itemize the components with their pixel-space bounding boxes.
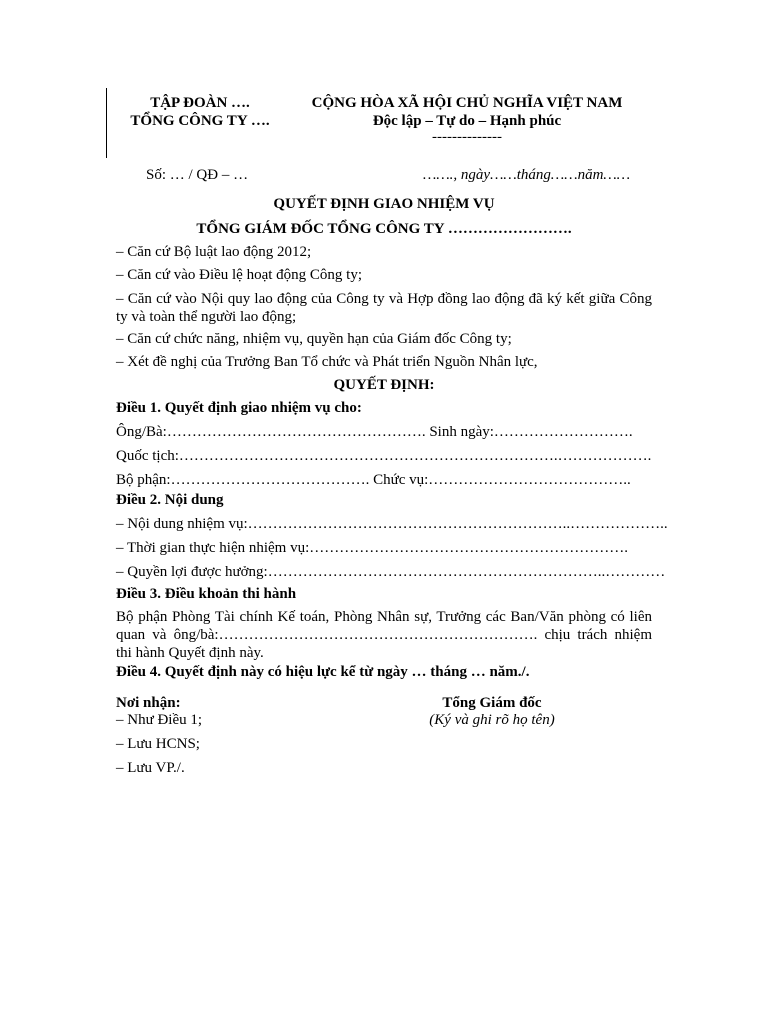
document-title: QUYẾT ĐỊNH GIAO NHIỆM VỤ [273, 196, 495, 212]
document-date: ……., ngày……tháng……năm…… [423, 167, 631, 183]
nation-title: CỘNG HÒA XÃ HỘI CHỦ NGHĨA VIỆT NAM [311, 95, 623, 111]
basis-item: – Căn cứ Bộ luật lao động 2012; [116, 244, 312, 260]
task-time-line: – Thời gian thực hiện nhiệm vụ:………………………………………………………. [116, 540, 629, 556]
margin-line [106, 88, 107, 158]
article-1-heading: Điều 1. Quyết định giao nhiệm vụ cho: [116, 400, 362, 416]
nationality-line: Quốc tịch:………………………………………………………………….………………. [116, 448, 652, 464]
recipient-item: – Lưu VP./. [116, 760, 185, 776]
basis-item: – Xét đề nghị của Trưởng Ban Tổ chức và Phát triển Nguồn Nhân lực, [116, 354, 538, 370]
signer-title: Tổng Giám đốc [442, 695, 542, 711]
company-name: TỔNG CÔNG TY …. [130, 113, 270, 129]
recipient-item: – Như Điều 1; [116, 712, 203, 728]
article-2-heading: Điều 2. Nội dung [116, 492, 224, 508]
article-3-body: Bộ phận Phòng Tài chính Kế toán, Phòng Nhân sự, Trưởng các Ban/Văn phòng có liên quan và ông/bà:………………………………………………………. chịu trách nhiệm thi hành Quyết định này. [116, 609, 652, 661]
document-subtitle: TỔNG GIÁM ĐỐC TỔNG CÔNG TY ……………………. [196, 221, 572, 237]
motto-rule: -------------- [432, 129, 502, 145]
article-4: Điều 4. Quyết định này có hiệu lực kể từ ngày … tháng … năm./. [116, 664, 530, 680]
basis-item: – Căn cứ vào Điều lệ hoạt động Công ty; [116, 267, 363, 283]
basis-item: – Căn cứ vào Nội quy lao động của Công ty và Hợp đồng lao động đã ký kết giữa Công ty và toàn thể người lao động; [116, 291, 652, 325]
basis-item: – Căn cứ chức năng, nhiệm vụ, quyền hạn của Giám đốc Công ty; [116, 331, 512, 347]
decision-heading: QUYẾT ĐỊNH: [333, 377, 435, 393]
task-content-line: – Nội dung nhiệm vụ:………………………………………………………..……………….. [116, 516, 668, 532]
benefits-line: – Quyền lợi được hưởng:…………………………………………………………..………… [116, 564, 666, 580]
signature-note: (Ký và ghi rõ họ tên) [429, 712, 555, 728]
recipients-heading: Nơi nhận: [116, 695, 181, 711]
motto: Độc lập – Tự do – Hạnh phúc [372, 113, 562, 129]
org-name: TẬP ĐOÀN …. [150, 95, 250, 111]
department-line: Bộ phận:…………………………………. Chức vụ:………………………………….. [116, 472, 631, 488]
document-number: Số: … / QĐ – … [146, 167, 249, 183]
recipient-item: – Lưu HCNS; [116, 736, 200, 752]
person-name-line: Ông/Bà:……………………………………………. Sinh ngày:………………………. [116, 424, 633, 440]
article-3-heading: Điều 3. Điều khoản thi hành [116, 586, 297, 602]
